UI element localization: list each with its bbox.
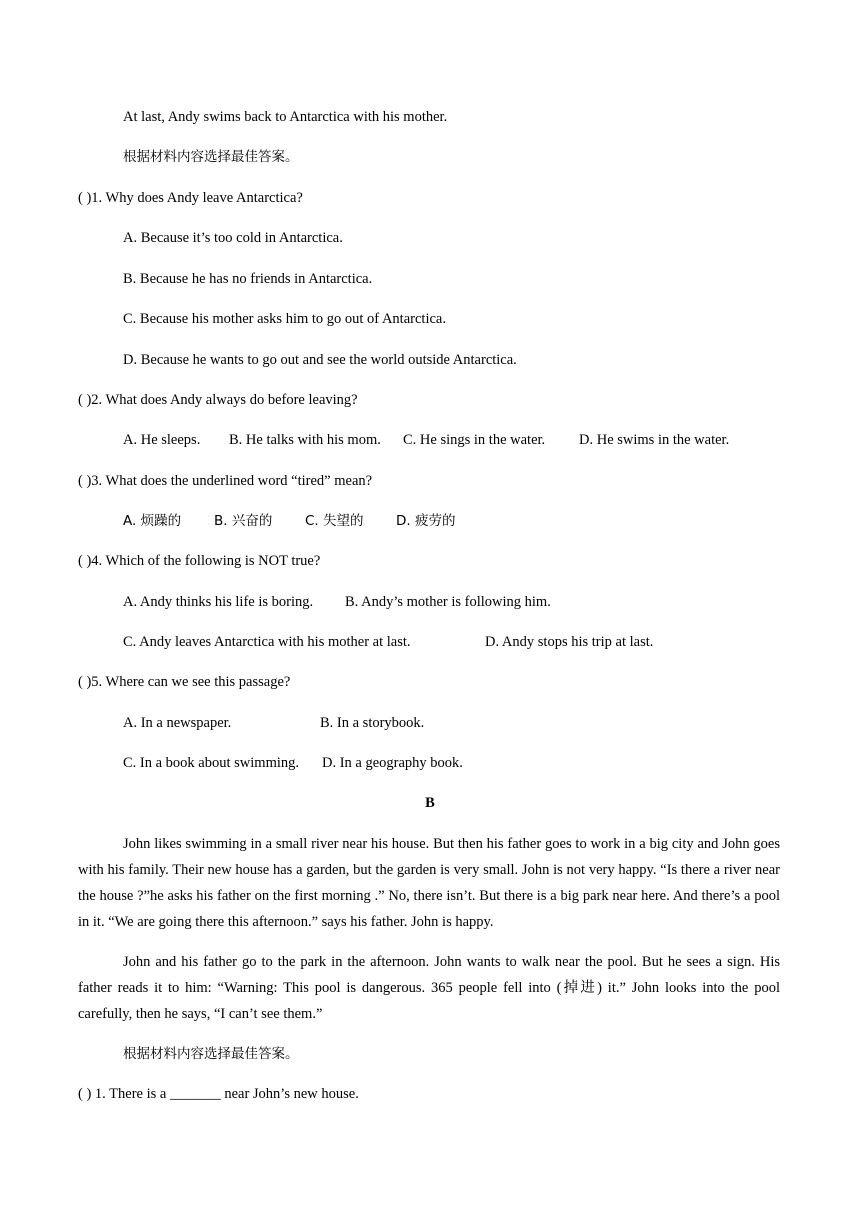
option-c: C. He sings in the water. [403, 432, 546, 448]
option-a: A. In a newspaper. [123, 715, 232, 731]
question-stem: 4. Which of the following is NOT true? [91, 553, 321, 569]
option-d: D. 疲劳的 [396, 513, 456, 529]
passage-paragraph [78, 831, 780, 935]
section-title: B [425, 795, 435, 811]
options-row [123, 593, 551, 611]
answer-bracket[interactable]: ( ) [78, 392, 92, 408]
option-b: B. 兴奋的 [214, 513, 273, 529]
question-stem: 1. Why does Andy leave Antarctica? [91, 190, 303, 206]
answer-bracket[interactable]: ( ) [78, 1086, 92, 1102]
options-row [123, 633, 653, 651]
options-row [123, 754, 463, 772]
question-1 [78, 189, 303, 207]
question-stem: 5. Where can we see this passage? [91, 674, 291, 690]
option-c: C. 失望的 [305, 513, 364, 529]
option-b: B. Andy’s mother is following him. [345, 594, 551, 610]
option-c: C. Because his mother asks him to go out of Antarctica. [123, 311, 446, 327]
option-d: D. He swims in the water. [579, 432, 730, 448]
question-stem: 2. What does Andy always do before leaving? [91, 392, 358, 408]
option-d: D. Andy stops his trip at last. [485, 634, 654, 650]
question-4 [78, 552, 320, 570]
option-c: C. In a book about swimming. [123, 755, 300, 771]
instruction-text: 根据材料内容选择最佳答案。 [123, 149, 299, 165]
question-5 [78, 673, 290, 691]
option-d: D. In a geography book. [322, 755, 463, 771]
option-a: A. Andy thinks his life is boring. [123, 594, 314, 610]
options-row [123, 714, 424, 732]
instruction-text: 根据材料内容选择最佳答案。 [123, 1046, 299, 1062]
option-d: D. Because he wants to go out and see the world outside Antarctica. [123, 352, 517, 368]
question-stem: 1. There is a _______ near John’s new house. [91, 1086, 359, 1102]
option-b: B. He talks with his mom. [229, 432, 381, 448]
options-row [123, 512, 455, 530]
question-stem: 3. What does the underlined word “tired” mean? [91, 473, 373, 489]
question-3 [78, 472, 372, 490]
option-b: B. In a storybook. [320, 715, 425, 731]
answer-bracket[interactable]: ( ) [78, 473, 92, 489]
option-a: A. Because it’s too cold in Antarctica. [123, 230, 343, 246]
answer-bracket[interactable]: ( ) [78, 190, 92, 206]
answer-bracket[interactable]: ( ) [78, 674, 92, 690]
option-a: A. He sleeps. [123, 432, 201, 448]
options-row [123, 431, 729, 449]
option-b: B. Because he has no friends in Antarctica. [123, 271, 373, 287]
option-a: A. 烦躁的 [123, 513, 182, 529]
answer-bracket[interactable]: ( ) [78, 553, 92, 569]
paragraph-text: John likes swimming in a small river near his house. But then his father goes to work in a big city and John goes with his family. Their new house has a garden, but the garden is very small. John is not very happy. “Is there a river near the house ?”he asks his father on the first morning .” No, there isn’t. But there is a big park near here. And there’s a pool in it. “We are going there this afternoon.” says his father. John is happy. [78, 836, 780, 930]
option-c: C. Andy leaves Antarctica with his mother at last. [123, 634, 411, 650]
passage-paragraph [78, 949, 780, 1027]
question-1 [78, 1085, 359, 1103]
paragraph-text: John and his father go to the park in the afternoon. John wants to walk near the pool. But he sees a sign. His father reads it to him: “Warning: This pool is dangerous. 365 people fell into (掉进) it.” John looks into the pool carefully, then he says, “I can’t see them.” [78, 954, 780, 1022]
question-2 [78, 391, 358, 409]
passage-line: At last, Andy swims back to Antarctica with his mother. [123, 109, 448, 125]
